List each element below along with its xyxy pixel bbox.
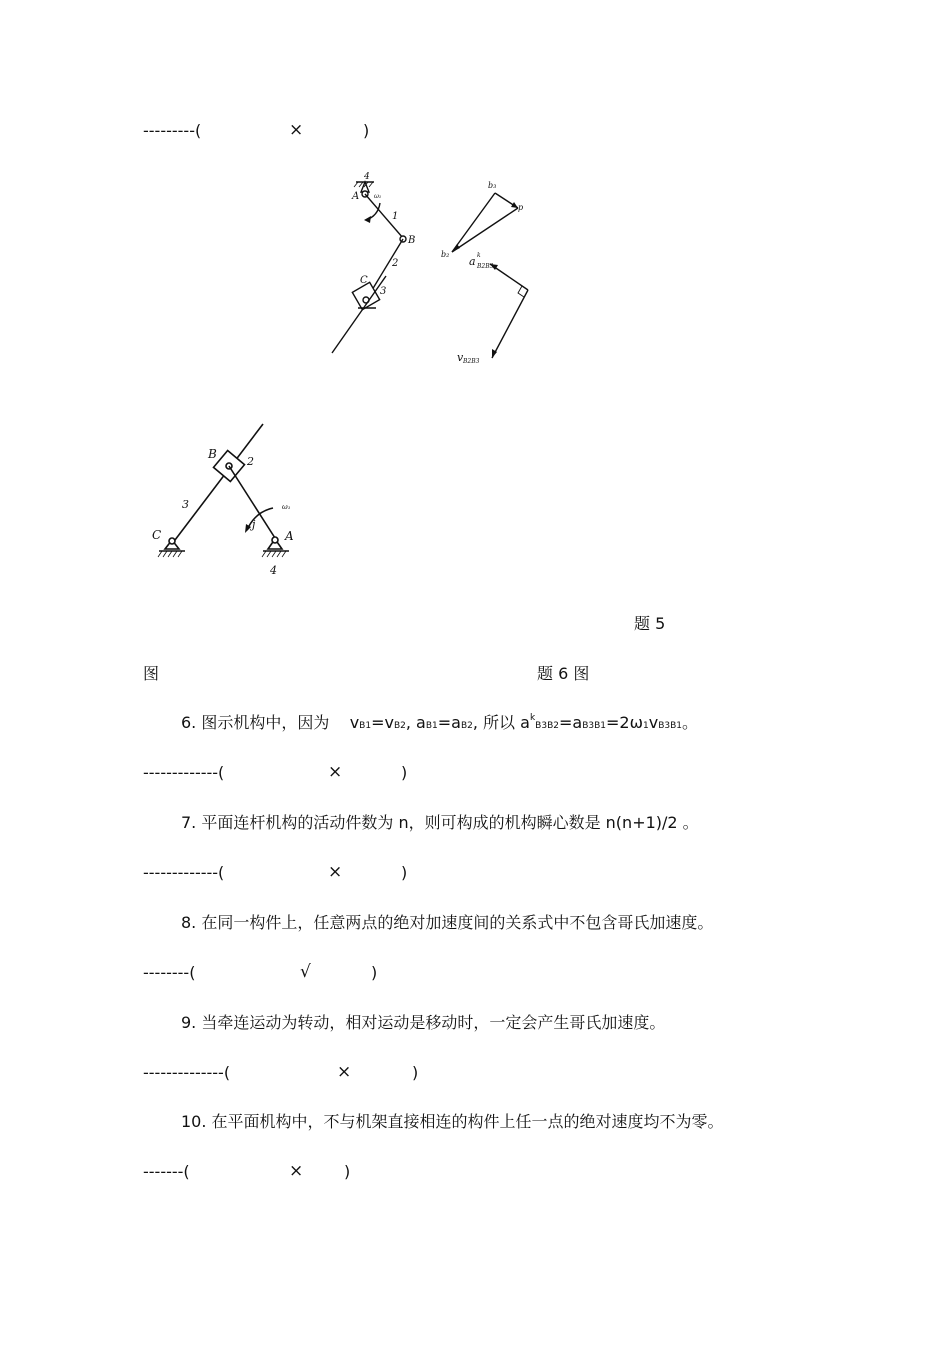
q6-v3-sub: B3B1 xyxy=(658,721,683,731)
fig5-label-1: 1 xyxy=(392,211,399,222)
q6-eq3: =a xyxy=(558,713,583,732)
q8-answer-mark: √ xyxy=(300,962,311,982)
fig6-label-4: 4 xyxy=(270,564,277,577)
q6-prefix: 6. 图示机构中，因为 xyxy=(181,713,330,732)
q6-w-sub: 1 xyxy=(643,721,649,731)
fig6-label-A: A xyxy=(285,529,294,543)
answer-dashes: ---------( xyxy=(143,121,202,140)
q8-answer-dashes: --------( xyxy=(143,963,196,982)
q7-answer-mark: × xyxy=(328,862,343,882)
q9-answer-mark: × xyxy=(337,1062,352,1082)
fig6-label-2: 2 xyxy=(247,455,254,468)
fig6-label-B: B xyxy=(208,447,217,461)
fig5-coriolis-sub: B2B3 xyxy=(477,263,494,270)
q6-eq1: =v xyxy=(371,713,394,732)
question-7: 7. 平面连杆机构的活动件数为 n，则可构成的机构瞬心数是 n(n+1)/2 。 xyxy=(181,813,699,832)
q6-answer-dashes: -------------( xyxy=(143,763,225,782)
question-8: 8. 在同一构件上，任意两点的绝对加速度间的关系式中不包含哥氏加速度。 xyxy=(181,913,714,932)
fig6-label-C: C xyxy=(152,528,162,542)
fig6-omega: ω₁ xyxy=(282,503,291,511)
q6-sep1: , a xyxy=(405,713,426,732)
q6-v1-sub: B1 xyxy=(359,721,372,731)
fig5-label-p: p xyxy=(518,203,524,212)
fig5-vel-sub: B2B3 xyxy=(463,358,480,365)
q9-answer-close: ) xyxy=(412,1063,419,1082)
q6-v1: v xyxy=(349,713,360,732)
q6-a3-sub: B3B2 xyxy=(535,721,559,731)
fig5-label-4: 4 xyxy=(364,172,370,182)
q6-end: 。 xyxy=(682,713,699,732)
q6-a1-sub: B1 xyxy=(425,721,438,731)
figure-6 xyxy=(145,418,305,583)
fig6-label-j: j xyxy=(252,518,256,531)
q6-a2-sub: B2 xyxy=(460,721,473,731)
q6-sep2: , 所以 a xyxy=(472,713,530,732)
q6-eq4: =2ω xyxy=(606,713,643,732)
fig5-label-b3: b₃ xyxy=(488,181,497,190)
fig5-label-3: 3 xyxy=(380,286,387,297)
answer-close: ) xyxy=(363,121,370,140)
fig6-label-3: 3 xyxy=(182,498,189,511)
q6-answer-mark: × xyxy=(328,762,343,782)
caption-ti5: 题 5 xyxy=(634,614,666,633)
q10-answer-mark: × xyxy=(289,1161,304,1181)
q10-answer-close: ) xyxy=(344,1162,351,1181)
fig5-label-C: C xyxy=(360,275,368,286)
caption-ti6: 题 6 图 xyxy=(537,664,590,683)
question-6 xyxy=(181,713,698,736)
fig5-label-b2: b₂ xyxy=(441,250,450,259)
q8-answer-close: ) xyxy=(371,963,378,982)
caption-ti5-tu: 图 xyxy=(143,664,160,683)
fig5-omega: ω₁ xyxy=(374,193,382,200)
question-10: 10. 在平面机构中，不与机架直接相连的构件上任一点的绝对速度均不为零。 xyxy=(181,1112,724,1131)
fig5-vel-v: v xyxy=(457,351,464,364)
fig5-coriolis-k: k xyxy=(477,252,481,259)
fig5-label-B: B xyxy=(408,235,416,246)
fig5-coriolis-a: a xyxy=(469,255,476,268)
fig5-label-2: 2 xyxy=(392,258,399,269)
q6-a4-sub: B3B1 xyxy=(582,721,607,731)
figure-5 xyxy=(320,168,550,368)
q9-answer-dashes: --------------( xyxy=(143,1063,231,1082)
q6-v2-sub: B2 xyxy=(393,721,406,731)
q6-k: k xyxy=(529,713,536,723)
q6-v3: v xyxy=(648,713,659,732)
question-9: 9. 当牵连运动为转动，相对运动是移动时，一定会产生哥氏加速度。 xyxy=(181,1013,666,1032)
q6-eq2: =a xyxy=(437,713,461,732)
q7-answer-close: ) xyxy=(401,863,408,882)
answer-mark: × xyxy=(289,120,304,140)
fig5-label-A: A xyxy=(352,191,360,202)
q10-answer-dashes: -------( xyxy=(143,1162,190,1181)
q7-answer-dashes: -------------( xyxy=(143,863,225,882)
q6-answer-close: ) xyxy=(401,763,408,782)
